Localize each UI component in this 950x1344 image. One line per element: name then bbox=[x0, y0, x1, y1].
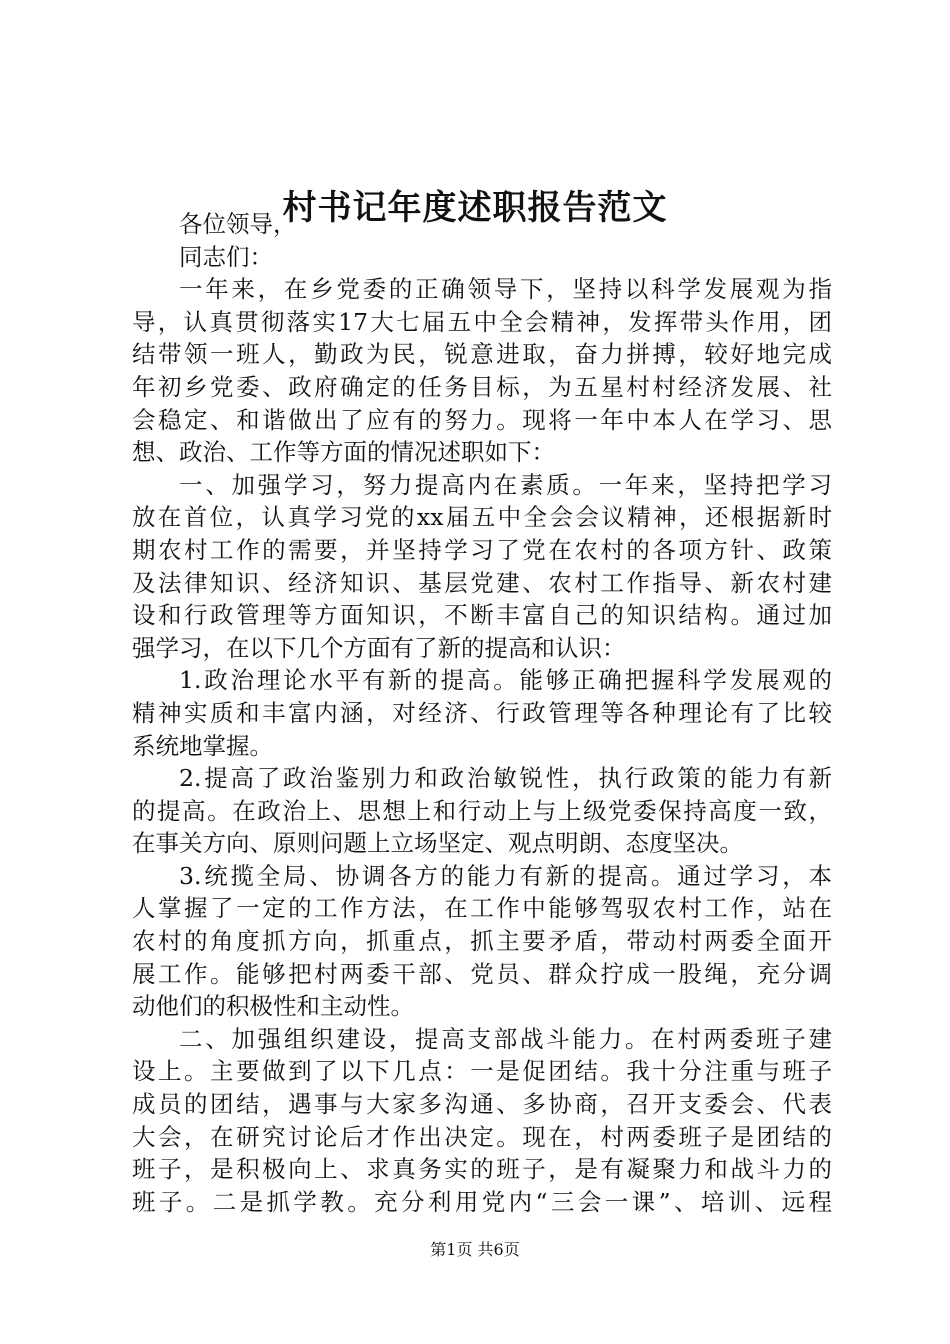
body-line: 一年来，在乡党委的正确领导下，坚持以科学发展观为指 bbox=[179, 275, 832, 304]
body-line: 2.提高了政治鉴别力和政治敏锐性，执行政策的能力有新 bbox=[179, 764, 832, 793]
page-footer: 第1页 共6页 bbox=[430, 1240, 520, 1259]
body-line: 3.统揽全局、协调各方的能力有新的提高。通过学习，本 bbox=[179, 861, 832, 890]
document-body bbox=[132, 208, 832, 1218]
body-line: 人掌握了一定的工作方法，在工作中能够驾驭农村工作，站在 bbox=[132, 894, 832, 923]
body-line: 各位领导， bbox=[179, 210, 297, 238]
body-line: 大会，在研究讨论后才作出决定。现在，村两委班子是团结的 bbox=[132, 1122, 832, 1151]
body-line: 结带领一班人，勤政为民，锐意进取，奋力拼搏，较好地完成 bbox=[132, 340, 832, 369]
body-line: 班子。二是抓学教。充分利用党内“三会一课”、培训、远程 bbox=[132, 1187, 832, 1216]
body-line: 动他们的积极性和主动性。 bbox=[132, 992, 414, 1021]
body-line: 农村的角度抓方向，抓重点，抓主要矛盾，带动村两委全面开 bbox=[132, 927, 832, 956]
body-line: 的提高。在政治上、思想上和行动上与上级党委保持高度一致， bbox=[132, 796, 832, 825]
document-title: 村书记年度述职报告范文 bbox=[282, 188, 668, 228]
body-line: 期农村工作的需要，并坚持学习了党在农村的各项方针、政策 bbox=[132, 535, 832, 564]
body-line: 会稳定、和谐做出了应有的努力。现将一年中本人在学习、思 bbox=[132, 405, 832, 434]
body-line: 展工作。能够把村两委干部、党员、群众拧成一股绳，充分调 bbox=[132, 959, 832, 988]
body-line: 年初乡党委、政府确定的任务目标，为五星村村经济发展、社 bbox=[132, 372, 832, 401]
body-line: 成员的团结，遇事与大家多沟通、多协商，召开支委会、代表 bbox=[132, 1090, 832, 1119]
body-line: 精神实质和丰富内涵，对经济、行政管理等各种理论有了比较 bbox=[132, 698, 832, 727]
body-line: 想、政治、工作等方面的情况述职如下： bbox=[132, 438, 555, 467]
body-line: 班子，是积极向上、求真务实的班子，是有凝聚力和战斗力的 bbox=[132, 1155, 832, 1184]
body-line: 及法律知识、经济知识、基层党建、农村工作指导、新农村建 bbox=[132, 568, 832, 597]
body-line: 二、加强组织建设，提高支部战斗能力。在村两委班子建 bbox=[179, 1024, 832, 1053]
body-line: 放在首位，认真学习党的xx届五中全会会议精神，还根据新时 bbox=[132, 503, 832, 532]
body-line: 强学习，在以下几个方面有了新的提高和认识： bbox=[132, 633, 626, 662]
body-line: 设上。主要做到了以下几点：一是促团结。我十分注重与班子 bbox=[132, 1057, 832, 1086]
body-line: 在事关方向、原则问题上立场坚定、观点明朗、态度坚决。 bbox=[132, 829, 743, 858]
body-line: 导，认真贯彻落实17大七届五中全会精神，发挥带头作用，团 bbox=[132, 307, 832, 336]
body-line: 设和行政管理等方面知识，不断丰富自己的知识结构。通过加 bbox=[132, 601, 832, 630]
body-line: 1.政治理论水平有新的提高。能够正确把握科学发展观的 bbox=[179, 666, 832, 695]
body-line: 一、加强学习，努力提高内在素质。一年来，坚持把学习 bbox=[179, 470, 832, 499]
body-line: 系统地掌握。 bbox=[132, 731, 273, 760]
body-line: 同志们： bbox=[179, 242, 273, 271]
